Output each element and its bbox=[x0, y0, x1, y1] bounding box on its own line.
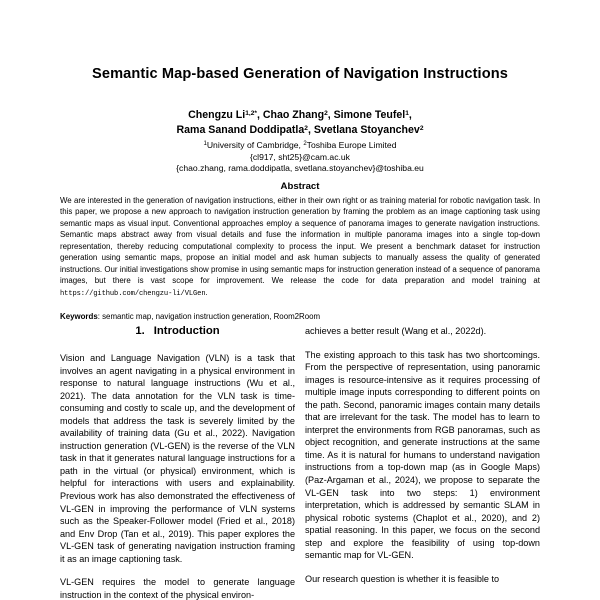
author-svetlana-stoyanchev: , Svetlana Stoyanchev bbox=[307, 123, 420, 136]
code-repository-url[interactable]: https://github.com/chengzu-li/VLGen bbox=[60, 289, 206, 298]
paragraph: Our research question is whether it is feasible to bbox=[305, 573, 500, 584]
paragraph: The existing approach to this task has two shortcomings. From the perspective of representation, using panoramic images is resource-intensive as it requires processing of multiple image inputs corresponding to different points on the path. Second, panoramic images contain many details that are irrelevant for the task. The model has to learn to interpret the environments from RGB panoramas, such as object recognition, and generate instructions at the same time. As it is natural for humans to understand navigation instructions from a top-down map (as in Google Maps) (Paz-Argaman et al., 2024), we propose to separate the VL-GEN task into two steps: 1) environment interpretation, which is addressed by semantic SLAM in physical robotic systems (Chaplot et al., 2020), and 2) spatial reasoning. In this paper, we focus on the second step and explore the feasibility of using top-down semantic map for VL-GEN. bbox=[305, 349, 540, 561]
affiliation-toshiba: Toshiba Europe Limited bbox=[306, 140, 397, 151]
keywords-line bbox=[60, 311, 540, 322]
right-column bbox=[305, 325, 540, 600]
paragraph: achieves a better result (Wang et al., 2022d). bbox=[305, 326, 487, 336]
paragraph: VL-GEN requires the model to generate language instruction in the context of the physical environ- bbox=[60, 577, 295, 600]
author-chao-zhang: , Chao Zhang bbox=[256, 108, 325, 121]
author-line-2 bbox=[0, 122, 600, 137]
author-simone-teufel: , Simone Teufel bbox=[327, 108, 406, 121]
paragraph: Vision and Language Navigation (VLN) is a task that involves an agent navigating in a physical environment in response to natural language instructions (Wu et al., 2021). The data annotation for the VLN task is time-consuming and costly to scale up, and the development of models that address the task is severely limited by the availability of training data (Gu et al., 2022). Navigation instruction generation (VL-GEN) is the reverse of the VLN task in that it generates natural language instructions for a path in the virtual (or physical) environment, which is helpful for interactions with users and explainability. Previous work has also demonstrated the effectiveness of VL-GEN in improving the performance of VLN systems such as the Speaker-Follower model (Fried et al., 2018) and Env Drop (Tan et al., 2019). This paper explores the VL-GEN task of generating navigation instruction framing it as an image captioning task. bbox=[60, 353, 295, 564]
left-column bbox=[60, 325, 295, 600]
section-heading-introduction bbox=[60, 325, 295, 337]
section-title: Introduction bbox=[153, 325, 220, 337]
affiliations bbox=[0, 139, 600, 151]
email-cambridge: {cl917, sht25}@cam.ac.uk bbox=[250, 151, 350, 162]
title-block bbox=[0, 0, 600, 174]
keywords-label: Keywords bbox=[60, 312, 98, 321]
author-rama-sanand-doddipatla: Rama Sanand Doddipatla bbox=[176, 123, 305, 136]
page-title: Semantic Map-based Generation of Navigation Instructions bbox=[92, 66, 508, 82]
author-sup-1: 1,2 bbox=[245, 109, 255, 117]
author-sup-2: 2 bbox=[324, 109, 328, 117]
email-toshiba: {chao.zhang, rama.doddipatla, svetlana.stoyanchev}@toshiba.eu bbox=[176, 162, 424, 173]
author-line-1 bbox=[0, 107, 600, 122]
keywords-separator: : bbox=[97, 312, 103, 321]
corresponding-author-marker: * bbox=[254, 109, 257, 117]
affiliation-sup-2: 2 bbox=[303, 141, 307, 148]
author-sup-4: 2 bbox=[304, 124, 308, 132]
abstract-text-tail: . bbox=[205, 287, 208, 297]
keywords-values: semantic map, navigation instruction generation, Room2Room bbox=[102, 312, 321, 321]
author-line-1-comma: , bbox=[408, 108, 412, 121]
section-number: 1. bbox=[135, 325, 145, 337]
two-column-body bbox=[0, 325, 600, 600]
affiliation-sup-1: 1 bbox=[203, 141, 207, 148]
author-sup-3: 1 bbox=[405, 109, 409, 117]
author-list bbox=[0, 107, 600, 138]
abstract-body bbox=[60, 195, 540, 300]
author-chengzu-li: Chengzu Li bbox=[188, 108, 246, 121]
affiliation-cambridge: University of Cambridge, bbox=[206, 140, 304, 151]
abstract-text: We are interested in the generation of navigation instructions, either in their own right or as training material for robotic navigation task. In this paper, we propose a new approach to navigation instruction generation by framing the problem as an image captioning task using semantic maps as visual input. Conventional approaches employ a sequence of panorama images to generate navigation instructions. Semantic maps abstract away from visual details and fuse the information in multiple panorama images into a single top-down representation, thereby reducing computational complexity to process the input. We present a benchmark dataset for instruction generation using semantic maps, propose an initial model and ask human subjects to manually assess the quality of generated instructions. Our initial investigations show promise in using semantic maps for instruction generation instead of a sequence of panorama images, but there is vast scope for improvement. We release the code for data preparation and model training at bbox=[60, 195, 540, 286]
author-sup-5: 2 bbox=[419, 124, 424, 132]
abstract-heading: Abstract bbox=[280, 180, 320, 192]
